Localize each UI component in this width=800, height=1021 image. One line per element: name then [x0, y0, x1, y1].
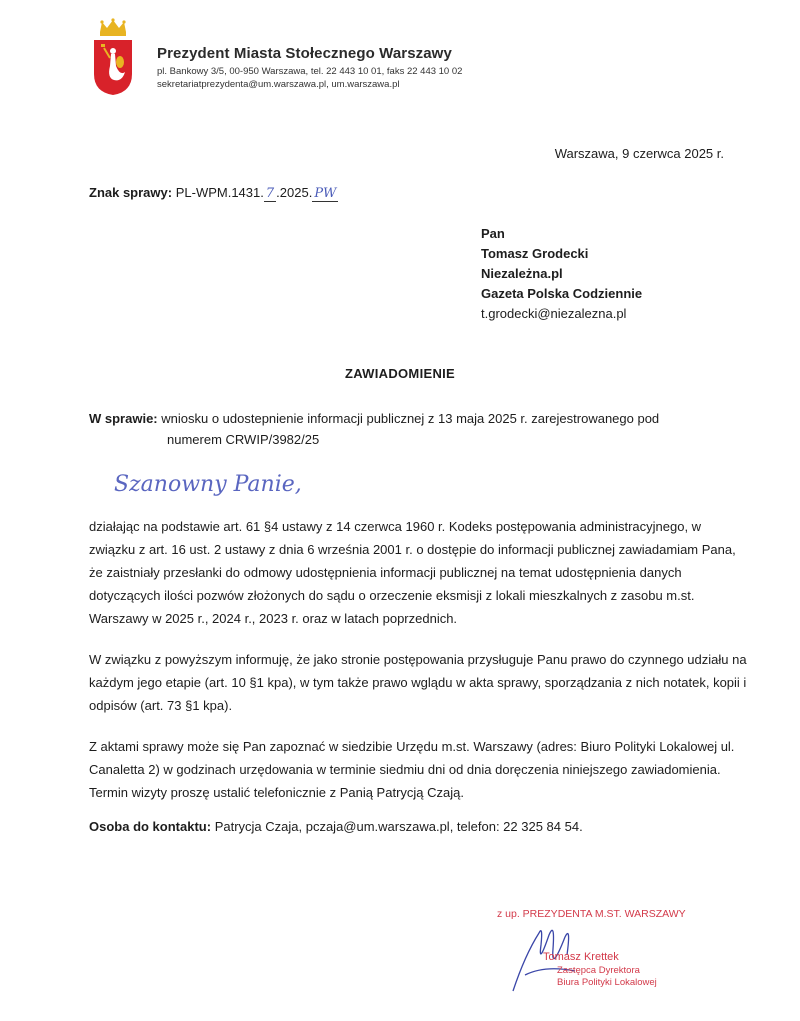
addressee-org2: Gazeta Polska Codziennie [481, 286, 643, 301]
document-title: ZAWIADOMIENIE [344, 366, 456, 381]
case-reference-year: .2025. [276, 185, 313, 200]
letter-date: Warszawa, 9 czerwca 2025 r. [554, 146, 724, 161]
addressee-name: Tomasz Grodecki [481, 246, 589, 261]
signature-role-2: Biura Polityki Lokalowej [557, 977, 657, 988]
warsaw-crest-icon [92, 18, 134, 96]
subject-block [89, 408, 729, 450]
letterhead-email: sekretariatprezydenta@um.warszawa.pl, um.warszawa.pl [157, 79, 400, 90]
paragraph-rights: W związku z powyższym informuję, że jako stronie postępowania przysługuje Panu prawo do czynnego udziału na każdym jego etapie (art. 10 §1 kpa), w tym także prawo wglądu w akta sprawy, sporządzania z nich notatek, kopii i odpisów (art. 73 §1 kpa). [89, 652, 747, 713]
letterhead-address: pl. Bankowy 3/5, 00-950 Warszawa, tel. 22 443 10 01, faks 22 443 10 02 [157, 66, 463, 77]
case-reference-initials: PW [314, 186, 337, 201]
letterhead-title: Prezydent Miasta Stołecznego Warszawy [157, 45, 452, 62]
signature-name: Tomasz Krettek [543, 951, 619, 963]
paragraph-access: Z aktami sprawy może się Pan zapoznać w siedzibie Urzędu m.st. Warszawy (adres: Biuro Polityki Lokalowej ul. Canaletta 2) w godzinach urzędowania w terminie siedmiu dni od dnia doręczenia niniejszego zawiadomienia. Termin wizyty proszę ustalić telefonicznie z Panią Patrycją Czają. [89, 739, 735, 800]
contact-value: Patrycja Czaja, pczaja@um.warszawa.pl, telefon: 22 325 84 54. [214, 819, 583, 834]
paragraph-contact [89, 815, 749, 838]
case-reference-prefix: PL-WPM.1431. [175, 185, 264, 200]
contact-label: Osoba do kontaktu: [89, 819, 212, 834]
addressee-block [481, 224, 642, 324]
addressee-email: t.grodecki@niezalezna.pl [481, 306, 627, 321]
addressee-org1: Niezależna.pl [481, 266, 563, 281]
signature-role-1: Zastępca Dyrektora [557, 965, 640, 976]
subject-line1: wniosku o udostepnienie informacji publicznej z 13 maja 2025 r. zarejestrowanego pod [161, 411, 660, 426]
case-reference [89, 185, 338, 201]
case-reference-label: Znak sprawy: [89, 185, 173, 200]
case-reference-handwritten-number: 7 [265, 186, 275, 201]
subject-line2: numerem CRWIP/3982/25 [167, 432, 320, 447]
signature-on-behalf: z up. PREZYDENTA M.ST. WARSZAWY [497, 908, 686, 920]
paragraph-notice: działając na podstawie art. 61 §4 ustawy z 14 czerwca 1960 r. Kodeks postępowania administracyjnego, w związku z art. 16 ust. 2 ustawy z dnia 6 września 2001 r. o dostępie do informacji publicznej zawiadamiam Pana, że zaistniały przesłanki do odmowy udostępnienia informacji publicznej na temat udostępnienia danych dotyczących ilości pozwów złożonych do sądu o orzeczenie eksmisji z lokali mieszkalnych z zasobu m.st. Warszawy w 2025 r., 2024 r., 2023 r. oraz w latach poprzednich. [89, 519, 736, 626]
addressee-salutation: Pan [481, 226, 505, 241]
subject-label: W sprawie: [89, 411, 158, 426]
handwritten-salutation: Szanowny Panie, [114, 472, 302, 497]
